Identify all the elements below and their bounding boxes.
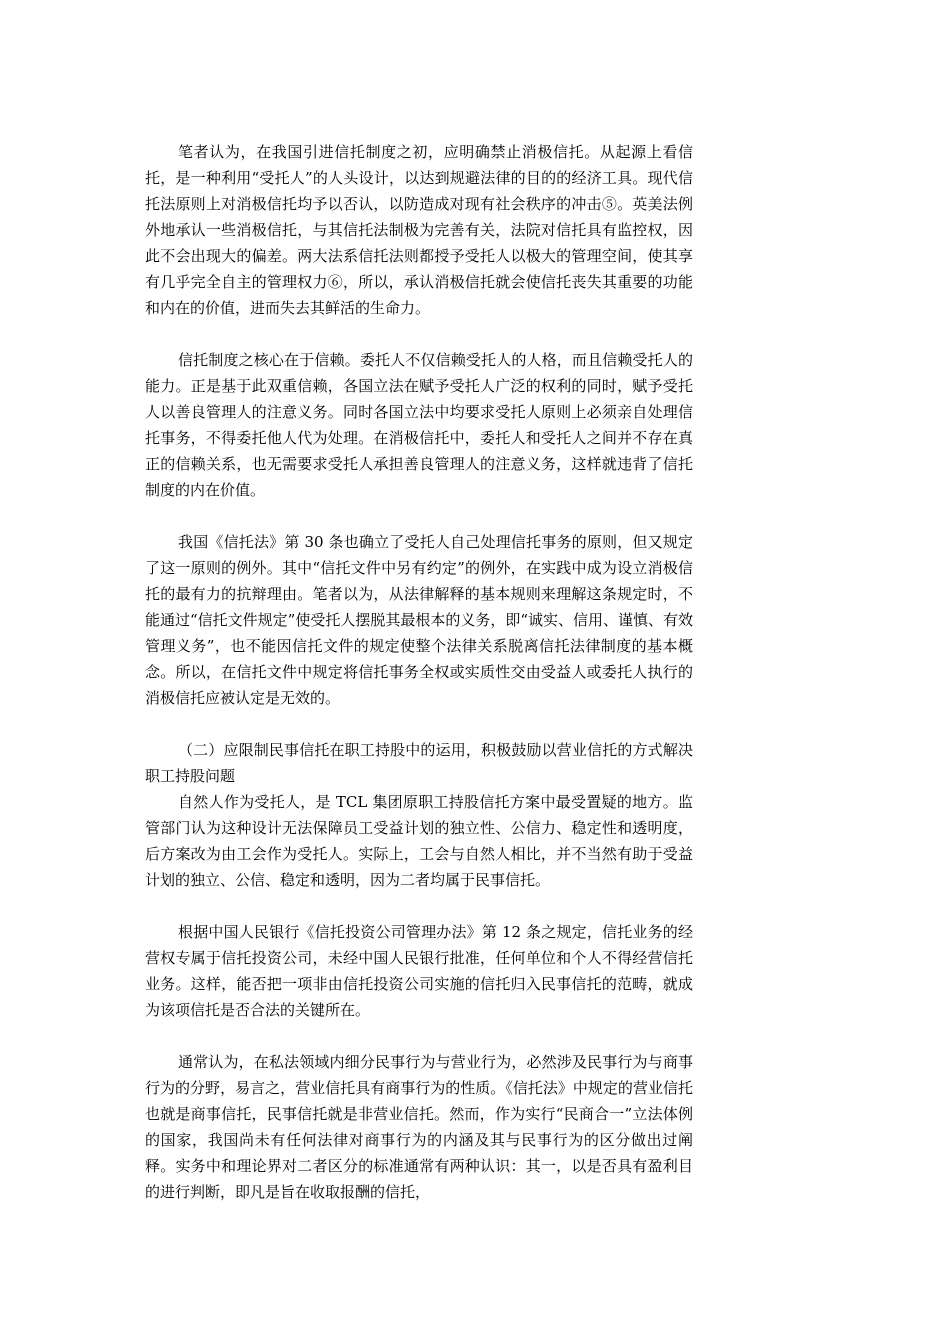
section-heading-employee-shareholding: （二）应限制民事信托在职工持股中的运用，积极鼓励以营业信托的方式解决职工持股问题 xyxy=(145,741,693,785)
paragraph-trust-law-article-30: 我国《信托法》第 30 条也确立了受托人自己处理信托事务的原则，但又规定了这一原则的例外。其中“信托文件中另有约定”的例外，在实践中成为设立消极信托的最有力的抗辩理由。笔者以为，从法律解释的基本规则来理解这条规定时，不能通过“信托文件规定”使受托人摆脱其最根本的义务，即“诚实、信用、谨慎、有效管理义务”，也不能因信托文件的规定使整个法律关系脱离信托法律制度的基本概念。所以，在信托文件中规定将信托事务全权或实质性交由受益人或委托人执行的消极信托应被认定是无效的。 xyxy=(145,533,694,707)
paragraph-passive-trust-prohibition: 笔者认为，在我国引进信托制度之初，应明确禁止消极信托。从起源上看信托，是一种利用“受托人”的人头设计，以达到规避法律的目的的经济工具。现代信托法原则上对消极信托均予以否认，以防造成对现有社会秩序的冲击⑤。英美法例外地承认一些消极信托，与其信托法制极为完善有关，法院对信托具有监控权，因此不会出现大的偏差。两大法系信托法则都授予受托人以极大的管理空间，使其享有几乎完全自主的管理权力⑥，所以，承认消极信托就会使信托丧失其重要的功能和内在的价值，进而失去其鲜活的生命力。 xyxy=(145,143,693,317)
paragraph-civil-vs-commercial: 通常认为，在私法领域内细分民事行为与营业行为，必然涉及民事行为与商事行为的分野，易言之，营业信托具有商事行为的性质。《信托法》中规定的营业信托也就是商事信托，民事信托就是非营业信托。然而，作为实行“民商合一”立法体例的国家，我国尚未有任何法律对商事行为的内涵及其与民事行为的区分做出过阐释。实务中和理论界对二者区分的标准通常有两种认识：其一，以是否具有盈利目的进行判断，即凡是旨在收取报酬的信托， xyxy=(145,1053,693,1201)
paragraph-trust-core-reliance: 信托制度之核心在于信赖。委托人不仅信赖受托人的人格，而且信赖受托人的能力。正是基于此双重信赖，各国立法在赋予受托人广泛的权利的同时，赋予受托人以善良管理人的注意义务。同时各国立法中均要求受托人原则上必须亲自处理信托事务，不得委托他人代为处理。在消极信托中，委托人和受托人之间并不存在真正的信赖关系，也无需要求受托人承担善良管理人的注意义务，这样就违背了信托制度的内在价值。 xyxy=(145,351,693,499)
paragraph-tcl-case: 自然人作为受托人，是 TCL 集团原职工持股信托方案中最受置疑的地方。监管部门认为这种设计无法保障员工受益计划的独立性、公信力、稳定性和透明度，后方案改为由工会作为受托人。实际上，工会与自然人相比，并不当然有助于受益计划的独立、公信、稳定和透明，因为二者均属于民事信托。 xyxy=(145,793,693,889)
document-body xyxy=(145,139,693,1205)
paragraph-pboc-regulation: 根据中国人民银行《信托投资公司管理办法》第 12 条之规定，信托业务的经营权专属于信托投资公司，未经中国人民银行批准，任何单位和个人不得经营信托业务。这样，能否把一项非由信托投资公司实施的信托归入民事信托的范畴，就成为该项信托是否合法的关键所在。 xyxy=(145,923,693,1019)
